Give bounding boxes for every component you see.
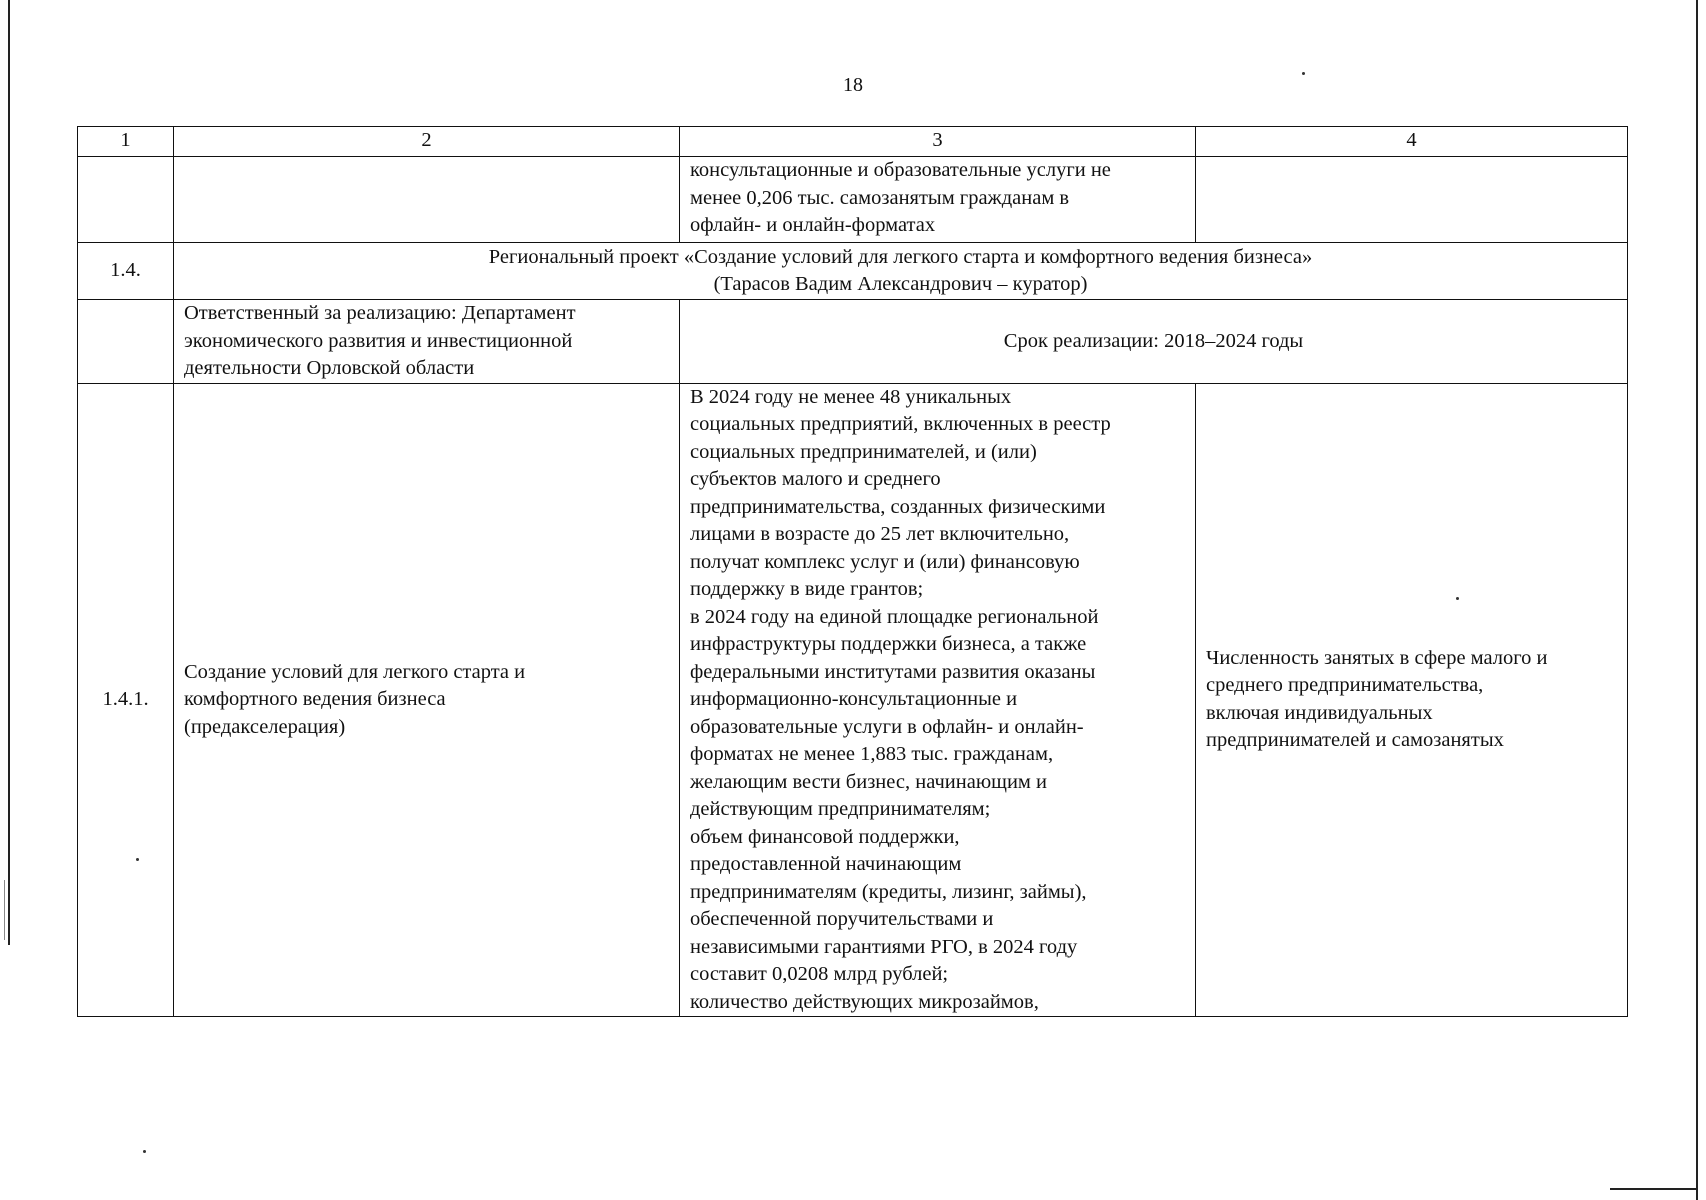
table-header-row	[78, 127, 1628, 157]
text-line: форматах не менее 1,883 тыс. гражданам,	[690, 743, 1054, 765]
text-line: консультационные и образовательные услуги не	[690, 159, 1111, 181]
text-line: лицами в возрасте до 25 лет включительно,	[690, 523, 1070, 545]
text-line: получат комплекс услуг и (или) финансовую	[690, 550, 1080, 573]
text-line: среднего предпринимательства,	[1206, 674, 1484, 697]
row-number	[78, 157, 174, 243]
text-line: инфраструктуры поддержки бизнеса, а также	[690, 633, 1087, 655]
text-line: В 2024 году не менее 48 уникальных	[690, 385, 1012, 408]
column-number-4: 4	[1196, 127, 1628, 157]
expected-result	[680, 157, 1196, 243]
project-curator-line: (Тарасов Вадим Александрович – куратор)	[713, 273, 1088, 295]
row-number: 1.4.	[78, 243, 174, 300]
scan-speck	[143, 1150, 146, 1153]
text-line: обеспеченной поручительствами и	[690, 908, 994, 930]
text-line: Создание условий для легкого старта и	[184, 660, 526, 683]
text-line: экономического развития и инвестиционной	[184, 329, 573, 352]
text-line: в 2024 году на единой площадке региональной	[690, 605, 1099, 628]
column-number-3: 3	[680, 127, 1196, 157]
text-line: предпринимателей и самозанятых	[1206, 729, 1504, 752]
text-line: Численность занятых в сфере малого и	[1206, 646, 1548, 669]
text-line: предпринимательства, созданных физическими	[690, 495, 1106, 518]
indicator	[1196, 157, 1628, 243]
text-line: включая индивидуальных	[1206, 701, 1433, 724]
text-line: менее 0,206 тыс. самозанятым гражданам в	[690, 186, 1070, 209]
text-line: составит 0,0208 млрд рублей;	[690, 963, 949, 985]
text-line: деятельности Орловской области	[184, 357, 475, 379]
table-row	[78, 383, 1628, 1017]
responsible-party	[174, 300, 680, 384]
text-line: социальных предпринимателей, и (или)	[690, 440, 1037, 463]
scan-right-edge	[1696, 0, 1698, 1200]
scan-bottom-edge	[1610, 1188, 1696, 1190]
text-line: объем финансовой поддержки,	[690, 825, 960, 848]
text-line: социальных предприятий, включенных в реестр	[690, 413, 1111, 435]
plan-table	[77, 126, 1628, 1017]
table-row	[78, 157, 1628, 243]
measure-name	[174, 383, 680, 1017]
measure-name	[174, 157, 680, 243]
expected-result	[680, 383, 1196, 1017]
implementation-term: Срок реализации: 2018–2024 годы	[680, 300, 1628, 384]
row-number: 1.4.1.	[78, 383, 174, 1017]
table-row	[78, 243, 1628, 300]
text-line: желающим вести бизнес, начинающим и	[690, 770, 1047, 793]
scan-left-edge-mark	[4, 880, 5, 940]
project-title-line: Региональный проект «Создание условий для легкого старта и комфортного ведения бизнеса»	[488, 245, 1313, 268]
row-number	[78, 300, 174, 384]
column-number-2: 2	[174, 127, 680, 157]
text-line: субъектов малого и среднего	[690, 468, 941, 490]
indicator	[1196, 383, 1628, 1017]
table-row	[78, 300, 1628, 384]
page-number: 18	[843, 74, 863, 96]
text-line: предпринимателям (кредиты, лизинг, займы),	[690, 880, 1087, 903]
text-line: поддержку в виде грантов;	[690, 578, 924, 600]
text-line: образовательные услуги в офлайн- и онлайн-	[690, 715, 1084, 738]
text-line: независимыми гарантиями РГО, в 2024 году	[690, 935, 1078, 958]
text-line: информационно-консультационные и	[690, 688, 1018, 710]
text-line: офлайн- и онлайн-форматах	[690, 214, 936, 236]
text-line: федеральными институтами развития оказаны	[690, 660, 1096, 683]
text-line: Ответственный за реализацию: Департамент	[184, 302, 576, 324]
project-title	[174, 243, 1628, 300]
column-number-1: 1	[78, 127, 174, 157]
scan-left-edge	[8, 0, 10, 945]
text-line: количество действующих микрозаймов,	[690, 990, 1039, 1013]
text-line: (предакселерация)	[184, 715, 346, 738]
text-line: действующим предпринимателям;	[690, 798, 991, 820]
text-line: предоставленной начинающим	[690, 853, 962, 875]
text-line: комфортного ведения бизнеса	[184, 688, 446, 710]
